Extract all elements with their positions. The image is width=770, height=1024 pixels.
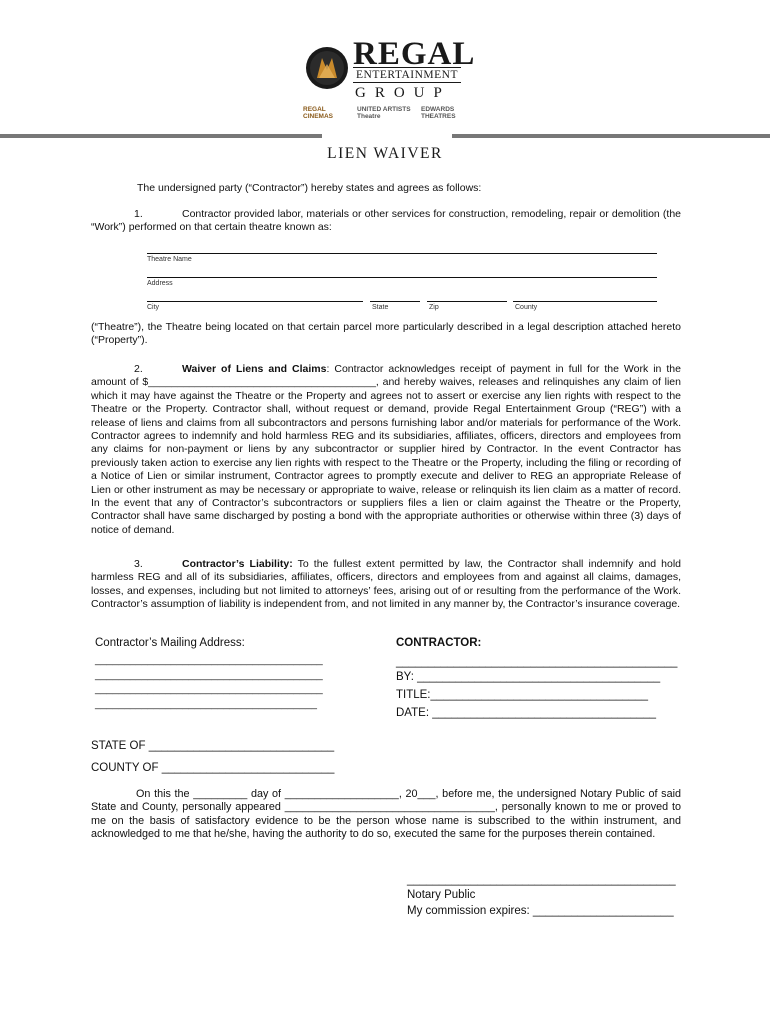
section3-body: [91, 558, 681, 612]
mailing-line-3[interactable]: _______________________________________: [95, 683, 323, 695]
header-rule-left: [0, 134, 322, 138]
state-label: State: [372, 304, 389, 311]
county-line[interactable]: [513, 301, 657, 302]
contractor-label: CONTRACTOR:: [396, 637, 482, 649]
header-rule-right: [452, 134, 770, 138]
mailing-address-label: Contractor’s Mailing Address:: [95, 637, 245, 649]
city-label: City: [147, 304, 160, 311]
sub-brand-united-artists: UNITED ARTISTS Theatre: [357, 106, 411, 120]
mailing-line-4[interactable]: ______________________________________: [95, 697, 317, 710]
mailing-line-2[interactable]: _______________________________________: [95, 668, 323, 681]
contractor-title-field[interactable]: TITLE:__________________________________: [396, 689, 648, 701]
zip-label: Zip: [429, 304, 439, 311]
brand-entertainment: ENTERTAINMENT: [353, 67, 461, 83]
notary-public-label: Notary Public: [407, 889, 476, 901]
address-line[interactable]: [147, 277, 657, 278]
section2-number: 2.: [134, 363, 143, 375]
section3-heading: Contractor’s Liability:: [182, 558, 293, 570]
city-line[interactable]: [147, 301, 363, 302]
notary-signature-line[interactable]: __________________________________________: [407, 874, 676, 886]
sub-brand-regal-cinemas: REGAL CINEMAS: [303, 106, 333, 120]
document-title: LIEN WAIVER: [327, 145, 443, 162]
county-label: County: [515, 304, 538, 311]
mailing-line-1[interactable]: _______________________________________: [95, 654, 323, 666]
commission-expires-field[interactable]: My commission expires: ______________________: [407, 905, 674, 917]
contractor-signature-line[interactable]: ____________________________________________: [396, 656, 678, 668]
contractor-by-field[interactable]: BY: ______________________________________: [396, 671, 661, 683]
county-of-field[interactable]: COUNTY OF ___________________________: [91, 762, 335, 774]
regal-logo: [305, 38, 475, 130]
section1-text: Contractor provided labor, materials or other services for construction, remodeling, repair or demolition (the “Work”) performed on that certain theatre known as:: [91, 208, 681, 234]
brand-regal: REGAL: [353, 36, 476, 72]
brand-group: GROUP: [355, 85, 451, 101]
state-of-field[interactable]: STATE OF _____________________________: [91, 740, 335, 752]
regal-emblem-icon: [305, 46, 349, 90]
section3-text: To the fullest extent permitted by law, the Contractor shall indemnify and hold harmless REG and all of its subsidiaries, affiliates, officers, directors and employees from and against all claims, damages, losses, and expenses, including but not limited to attorneys’ fees, arising out of or resulting from the performance of the Work. Contractor’s assumption of liability is independent from, and not limited in any manner by, the Contractor’s insurance coverage.: [91, 558, 681, 611]
contractor-date-field[interactable]: DATE: ___________________________________: [396, 707, 657, 719]
mailing-address-lines[interactable]: [95, 653, 323, 711]
section3-number: 3.: [134, 558, 143, 570]
section2-text: : Contractor acknowledges receipt of payment in full for the Work in the amount of $_______________________________________, and hereby waives, releases and relinquishes any claim of lien which it may have against the Theatre or the Property and agrees not to assert or exercise any lien rights with respect to the Theatre or the Property. Contractor shall, without request or demand, provide Regal Entertainment Group (“REG”) with a release of liens and claims from all subcontractors and persons furnishing labor and/or materials for performance of the Work. Contractor agrees to indemnify and hold harmless REG and its subsidiaries, affiliates, officers, directors and employees from any claims for non-payment or liens by any subcontractor or supplier hired by Contractor. In the event Contractor has previously taken action to exercise any lien rights with respect to the Theatre or the Property, including the filing or recording of a Notice of Lien or similar instrument, Contractor agrees to promptly execute and deliver to REG an appropriate Release of Lien or other instrument as may be necessary or appropriate to waive, release or relinquish its lien claim as a matter of record. In the event that any of Contractor’s subcontractors or suppliers files a lien or claim against the Theatre or the Property, Contractor shall have same discharged by posting a bond with the appropriate authorities or otherwise within three (3) days of notice of demand.: [91, 363, 681, 536]
section2-heading: Waiver of Liens and Claims: [182, 363, 327, 375]
theatre-name-label: Theatre Name: [147, 256, 192, 263]
state-line[interactable]: [370, 301, 420, 302]
section2-body: [91, 363, 681, 537]
address-label: Address: [147, 280, 173, 287]
sub-brand-edwards: EDWARDS THEATRES: [421, 106, 456, 120]
zip-line[interactable]: [427, 301, 507, 302]
intro-text: The undersigned party (“Contractor”) hereby states and agrees as follows:: [137, 182, 482, 194]
theatre-name-line[interactable]: [147, 253, 657, 254]
section1-number: 1.: [134, 208, 143, 220]
notary-text: On this the _________ day of ___________________, 20___, before me, the undersigned Notary Public of said State and County, personally appeared ___________________________________, personally known to me or proved to me on the basis of satisfactory evidence to be the person whose name is subscribed to the within instrument, and acknowledged to me that he/she, having the authority to do so, executed the same for the purposes therein contained.: [91, 788, 681, 841]
theatre-paragraph: (“Theatre”), the Theatre being located on that certain parcel more particularly described in a legal description attached hereto (“Property”).: [91, 321, 681, 347]
